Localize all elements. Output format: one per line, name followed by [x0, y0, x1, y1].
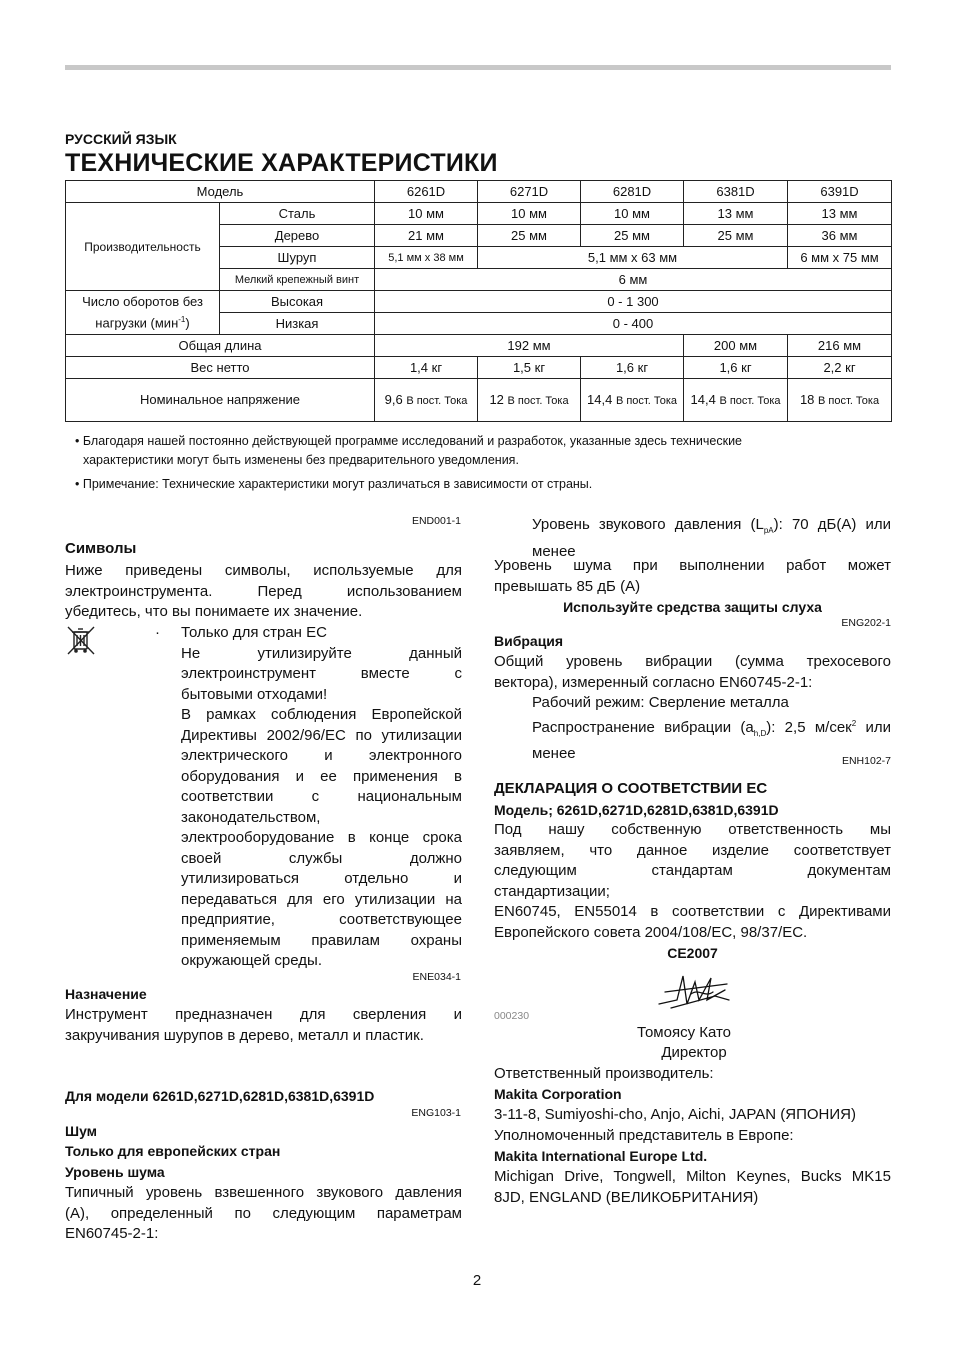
models-heading: Для модели 6261D,6271D,6281D,6381D,6391D — [65, 1088, 375, 1104]
steel-label: Сталь — [220, 203, 375, 225]
representative-name: Makita International Europe Ltd. — [494, 1148, 708, 1164]
language-label: РУССКИЙ ЯЗЫК — [65, 131, 177, 147]
text-line: соответствии с национальным — [181, 788, 462, 805]
length-cell: 216 мм — [788, 335, 892, 357]
text-line: заявляем, что данное изделие соответствует — [494, 841, 891, 859]
speed-label-line1: Число оборотов без — [82, 293, 203, 309]
voltage-unit: В пост. Тока — [719, 394, 781, 407]
text-sup: 2 — [851, 718, 857, 728]
text-line: своей службы должно — [181, 849, 462, 867]
model-cell: 6381D — [684, 181, 788, 203]
doc-code: ENG103-1 — [411, 1107, 461, 1119]
text-line — [532, 714, 891, 745]
text-line: Европейского совета 2004/108/EC, 98/37/EC. — [494, 923, 808, 941]
length-label: Общая длина — [66, 335, 375, 357]
table-row — [66, 357, 892, 379]
text-line: В рамках соблюдения Европейской — [181, 706, 462, 723]
text-line: Общий уровень вибрации (сумма трехосевого — [494, 653, 891, 670]
steel-cell: 10 мм — [375, 203, 478, 225]
text-line: электрического и электронного — [181, 747, 462, 764]
wood-label: Дерево — [220, 225, 375, 247]
vibration-paragraph — [494, 652, 891, 693]
length-cell: 192 мм — [375, 335, 684, 357]
text-line: передаваться для его утилизации на — [181, 890, 462, 908]
text-line: Только для стран ЕС — [181, 624, 327, 641]
symbols-heading: Символы — [65, 540, 137, 557]
page-number: 2 — [472, 1272, 482, 1289]
wood-cell: 25 мм — [581, 225, 684, 247]
text-sub: h,D — [753, 728, 767, 738]
table-row — [66, 291, 892, 313]
voltage-unit: В пост. Тока — [818, 394, 880, 407]
text-line: оборудования и ее применения в — [181, 767, 462, 785]
doc-code: ENG202-1 — [841, 617, 891, 629]
symbols-paragraph — [65, 561, 462, 623]
high-label: Высокая — [220, 291, 375, 313]
text-line: менее — [532, 542, 576, 560]
text-line: предприятие, соответствующее — [181, 911, 462, 928]
text-line: следующим стандартам документам — [494, 862, 891, 879]
model-label: Модель — [66, 181, 375, 203]
text-line: Директивы 2002/96/EC по утилизации — [181, 726, 462, 744]
bullet: · — [155, 624, 160, 641]
text-line: электрооборудование в конце срока — [181, 829, 462, 846]
declaration-paragraph — [494, 820, 891, 943]
wood-cell: 25 мм — [478, 225, 581, 247]
representative-address — [494, 1167, 891, 1208]
text-part: ): 2,5 м/сек — [766, 718, 852, 736]
text-line: закручивания шурупов в дерево, металл и пластик. — [65, 1026, 424, 1044]
manufacturer-address: 3-11-8, Sumiyoshi-cho, Anjo, Aichi, JAPAN (ЯПОНИЯ) — [494, 1106, 856, 1123]
spec-table — [65, 180, 892, 422]
wood-cell: 36 мм — [788, 225, 892, 247]
doc-code: 000230 — [494, 1010, 530, 1022]
vibration-detail — [532, 693, 891, 765]
text-line: Рабочий режим: Сверление металла — [532, 694, 789, 711]
low-label: Низкая — [220, 313, 375, 335]
noise-work-text — [494, 556, 891, 597]
eu-countries-heading: Только для европейских стран — [65, 1143, 281, 1159]
text-line: вектора), измеренный согласно EN60745-2-1: — [494, 673, 813, 691]
table-row — [66, 181, 892, 203]
voltage-cell — [375, 379, 478, 422]
text-line: Инструмент предназначен для сверления и — [65, 1006, 462, 1023]
signer-position: Директор — [661, 1044, 727, 1061]
speed-label-end: ) — [185, 315, 190, 331]
manufacturer-label: Ответственный производитель: — [494, 1065, 714, 1082]
text-line: бытовыми отходами! — [181, 685, 328, 703]
voltage-unit: В пост. Тока — [507, 394, 569, 407]
screw-label: Шуруп — [220, 247, 375, 269]
weight-cell: 1,4 кг — [375, 357, 478, 379]
text-line: окружающей среды. — [181, 952, 322, 969]
voltage-num: 14,4 — [690, 391, 716, 407]
weight-cell: 1,5 кг — [478, 357, 581, 379]
voltage-cell — [581, 379, 684, 422]
text-line: EN60745-2-1: — [65, 1225, 159, 1242]
voltage-unit: В пост. Тока — [615, 394, 678, 407]
text-line: Ниже приведены символы, используемые для — [65, 562, 462, 579]
text-line: менее — [532, 745, 576, 762]
wood-cell: 25 мм — [684, 225, 788, 247]
voltage-num: 14,4 — [587, 391, 613, 407]
ear-protection-notice: Используйте средства защиты слуха — [563, 599, 822, 615]
spec-note-1 — [75, 432, 885, 470]
table-row — [66, 335, 892, 357]
voltage-unit: В пост. Тока — [406, 394, 468, 407]
screw-cell: 5,1 мм х 63 мм — [478, 247, 788, 269]
screw-cell: 6 мм х 75 мм — [788, 247, 892, 269]
weight-label: Вес нетто — [66, 357, 375, 379]
weight-cell: 2,2 кг — [788, 357, 892, 379]
weight-cell: 1,6 кг — [581, 357, 684, 379]
model-cell: 6281D — [581, 181, 684, 203]
text-part: или — [856, 718, 891, 736]
text-line: утилизироваться отдельно и — [181, 870, 462, 887]
purpose-heading: Назначение — [65, 986, 147, 1002]
noise-heading: Шум — [65, 1123, 98, 1139]
declaration-heading: ДЕКЛАРАЦИЯ О СООТВЕТСТВИИ ЕС — [494, 780, 768, 797]
crossed-out-bin-icon — [65, 624, 97, 656]
steel-cell: 13 мм — [684, 203, 788, 225]
capacity-label: Производительность — [66, 203, 220, 291]
voltage-num: 18 — [799, 391, 815, 407]
doc-code: ENH102-7 — [841, 755, 891, 767]
text-line: 8JD, ENGLAND (ВЕЛИКОБРИТАНИЯ) — [494, 1188, 759, 1206]
wood-cell: 21 мм — [375, 225, 478, 247]
page-title: ТЕХНИЧЕСКИЕ ХАРАКТЕРИСТИКИ — [65, 149, 498, 177]
voltage-num: 9,6 — [384, 391, 403, 407]
vibration-heading: Вибрация — [494, 633, 564, 649]
speed-label-sup: -1 — [178, 314, 186, 324]
model-cell: 6271D — [478, 181, 581, 203]
top-rule — [65, 65, 891, 70]
note-line: характеристики могут быть изменены без предварительного уведомления. — [83, 453, 519, 467]
voltage-cell — [788, 379, 892, 422]
note-line: • Благодаря нашей постоянно действующей программе исследований и разработок, указанные здесь технические — [75, 434, 742, 448]
noise-paragraph — [65, 1183, 462, 1245]
text-line: стандартизации; — [494, 882, 610, 900]
text-line: EN60745, EN55014 в соответствии с Директивами — [494, 903, 891, 920]
text-sub: pA — [763, 526, 774, 535]
text-line: электроинструмент вместе с — [181, 665, 462, 682]
representative-label: Уполномоченный представитель в Европе: — [494, 1127, 794, 1144]
manufacturer-name: Makita Corporation — [494, 1086, 622, 1102]
high-cell: 0 - 1 300 — [375, 291, 892, 313]
speed-label-line2: нагрузки (мин — [95, 315, 179, 331]
table-row — [66, 203, 892, 225]
signature-mark — [655, 970, 735, 1012]
text-line: (A), определенный по следующим параметрам — [65, 1204, 462, 1222]
text-line: применяемым правилам охраны — [181, 931, 462, 949]
text-line: превышать 85 дБ (A) — [494, 577, 641, 595]
signer-name: Томоясу Като — [636, 1024, 732, 1041]
text-line: Michigan Drive, Tongwell, Milton Keynes, Bucks MK15 — [494, 1168, 891, 1185]
small-screw-label: Мелкий крепежный винт — [220, 269, 375, 291]
small-screw-cell: 6 мм — [375, 269, 892, 291]
ce-mark: CE2007 — [667, 945, 718, 961]
model-cell: 6391D — [788, 181, 892, 203]
voltage-cell — [478, 379, 581, 422]
eu-disposal-text — [181, 623, 462, 972]
text-line: Уровень шума при выполнении работ может — [494, 557, 891, 574]
text-line: электроинструмента. Перед использованием — [65, 582, 462, 600]
model-cell: 6261D — [375, 181, 478, 203]
text-part: ): 70 дБ(A) или — [773, 516, 891, 533]
table-row — [66, 379, 892, 422]
doc-code: ENE034-1 — [412, 971, 461, 983]
purpose-paragraph — [65, 1005, 462, 1046]
text-line: Под нашу собственную ответственность мы — [494, 821, 891, 838]
sound-pressure-text — [532, 515, 891, 562]
text-line: Типичный уровень взвешенного звукового давления — [65, 1184, 462, 1201]
text-line: Не утилизируйте данный — [181, 644, 462, 662]
text-line: законодательством, — [181, 808, 321, 826]
steel-cell: 10 мм — [478, 203, 581, 225]
declaration-models: Модель; 6261D,6271D,6281D,6381D,6391D — [494, 802, 779, 818]
voltage-cell — [684, 379, 788, 422]
low-cell: 0 - 400 — [375, 313, 892, 335]
screw-cell: 5,1 мм х 38 мм — [375, 247, 478, 269]
voltage-num: 12 — [489, 391, 504, 407]
weight-cell: 1,6 кг — [684, 357, 788, 379]
noise-level-heading: Уровень шума — [65, 1164, 165, 1180]
spec-note-2: • Примечание: Технические характеристики могут различаться в зависимости от страны. — [75, 477, 593, 491]
text-part: Распространение вибрации (a — [532, 718, 754, 736]
speed-label — [66, 291, 220, 335]
voltage-label: Номинальное напряжение — [66, 379, 375, 422]
steel-cell: 13 мм — [788, 203, 892, 225]
text-line: убедитесь, что вы понимаете их значение. — [65, 603, 363, 620]
steel-cell: 10 мм — [581, 203, 684, 225]
text-part: Уровень звукового давления (L — [532, 516, 764, 533]
text-line — [532, 515, 891, 542]
length-cell: 200 мм — [684, 335, 788, 357]
doc-code: END001-1 — [411, 515, 461, 527]
